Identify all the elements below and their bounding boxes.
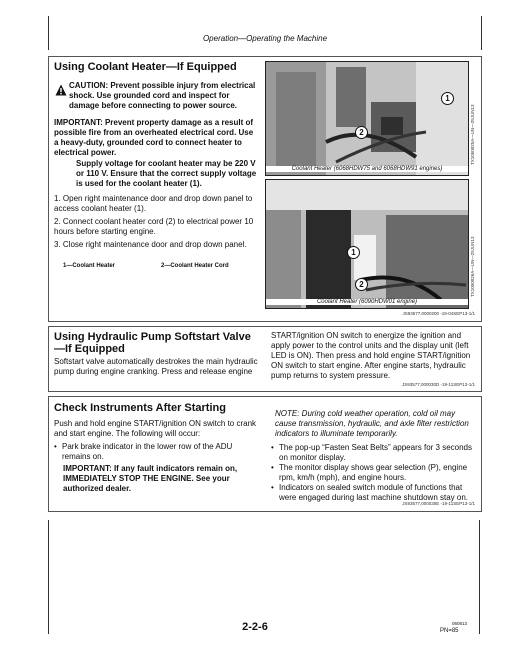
softstart-ref: JS93577,000030D -19-11SEP13-1/1 xyxy=(402,382,475,387)
footer-rule-right xyxy=(479,520,480,634)
softstart-text-left: Softstart valve automatically destrokes the main hydraulic pump during engine cranking. Press and release engine xyxy=(54,357,258,376)
photo2-callout-2: 2 xyxy=(355,278,368,291)
list-item: • The pop-up “Fasten Seat Belts” appears for 3 seconds on monitor display. xyxy=(271,443,477,463)
photo2-caption: Coolant Heater (6090HDW01 engine) xyxy=(266,299,468,305)
coolant-heater-title: Using Coolant Heater—If Equipped xyxy=(54,61,237,73)
softstart-section xyxy=(48,326,482,392)
caution-icon xyxy=(55,84,67,96)
legend-coolant-heater-cord: 2—Coolant Heater Cord xyxy=(161,263,229,269)
check-instruments-title: Check Instruments After Starting xyxy=(54,402,226,414)
photo2-callout-1: 1 xyxy=(347,246,360,259)
footer-code: 060813 xyxy=(452,621,468,626)
caution-text: CAUTION: Prevent possible injury from electrical shock. Use grounded cord and inspect for damage before connecting to power source. xyxy=(69,81,256,110)
check-instruments-left-list xyxy=(54,442,262,462)
list-item: • The monitor display shows gear selection (P), engine rpm, km/h (mph), and engine hours. xyxy=(271,463,477,483)
photo1-callout-1: 1 xyxy=(441,92,454,105)
legend-coolant-heater: 1—Coolant Heater xyxy=(63,263,116,269)
check-instruments-section xyxy=(48,396,482,512)
header-title: Operation—Operating the Machine xyxy=(202,34,328,43)
page-header xyxy=(48,16,482,50)
coolant-heater-section xyxy=(48,56,482,322)
check-instruments-ref: JS93577,000030E -19-11SEP13-1/1 xyxy=(402,501,475,506)
list-item: • Indicators on sealed switch module of functions that were engaged during last machine shutdown stay on. xyxy=(271,483,477,503)
step-3: 3. Close right maintenance door and drop down panel. xyxy=(54,240,247,249)
coolant-heater-photo-1 xyxy=(265,61,469,176)
footer-rule xyxy=(48,520,49,634)
coolant-heater-photo-2 xyxy=(265,179,469,309)
softstart-title: Using Hydraulic Pump Softstart Valve—If Equipped xyxy=(54,331,251,355)
coolant-ref: JS93577,0000200 -19-04SEP13-1/1 xyxy=(402,311,475,316)
instruments-important: IMPORTANT: If any fault indicators remain on, IMMEDIATELY STOP THE ENGINE. See your authorized dealer. xyxy=(63,464,238,493)
photo1-code: TX1050025A—UN—25JUN13 xyxy=(470,104,475,165)
voltage-note: Supply voltage for coolant heater may be 220 V or 110 V. Ensure that the correct supply voltage is used for the coolant heater (1). xyxy=(76,159,257,188)
list-item: • Park brake indicator in the lower row of the ADU remains on. xyxy=(54,442,262,462)
check-instruments-intro: Push and hold engine START/ignition ON switch to crank and start engine. The following will occur: xyxy=(54,419,257,438)
step-1: 1. Open right maintenance door and drop down panel to access coolant heater (1). xyxy=(54,194,253,213)
photo1-callout-2: 2 xyxy=(355,126,368,139)
page-number: 2-2-6 xyxy=(242,621,268,633)
footer-pn: PN=85 xyxy=(440,628,459,634)
step-2: 2. Connect coolant heater cord (2) to electrical power 10 hours before starting engine. xyxy=(54,217,254,236)
important-text: IMPORTANT: Prevent property damage as a result of possible fire from an overheated electrical cord. Use a heavy-duty, grounded cord to connect heater to electrical power. xyxy=(54,118,254,157)
photo2-code: TX1050026A—UN—25JUN13 xyxy=(470,236,475,297)
check-instruments-right-list xyxy=(271,443,477,503)
photo1-caption: Coolant Heater (6068HDW75 and 6068HDW91 engines) xyxy=(266,166,468,172)
softstart-text-right: START/ignition ON switch to energize the ignition and apply power to the control units and the display unit (left LED is ON). Then press and hold engine START/ignition ON switch to start engine. After engine starts, hydraulic pump returns to system pressure. xyxy=(271,331,471,380)
cold-weather-note: NOTE: During cold weather operation, cold oil may cause transmission, hydraulic, and axle filter restriction indicators to illuminate temporarily. xyxy=(275,409,469,438)
